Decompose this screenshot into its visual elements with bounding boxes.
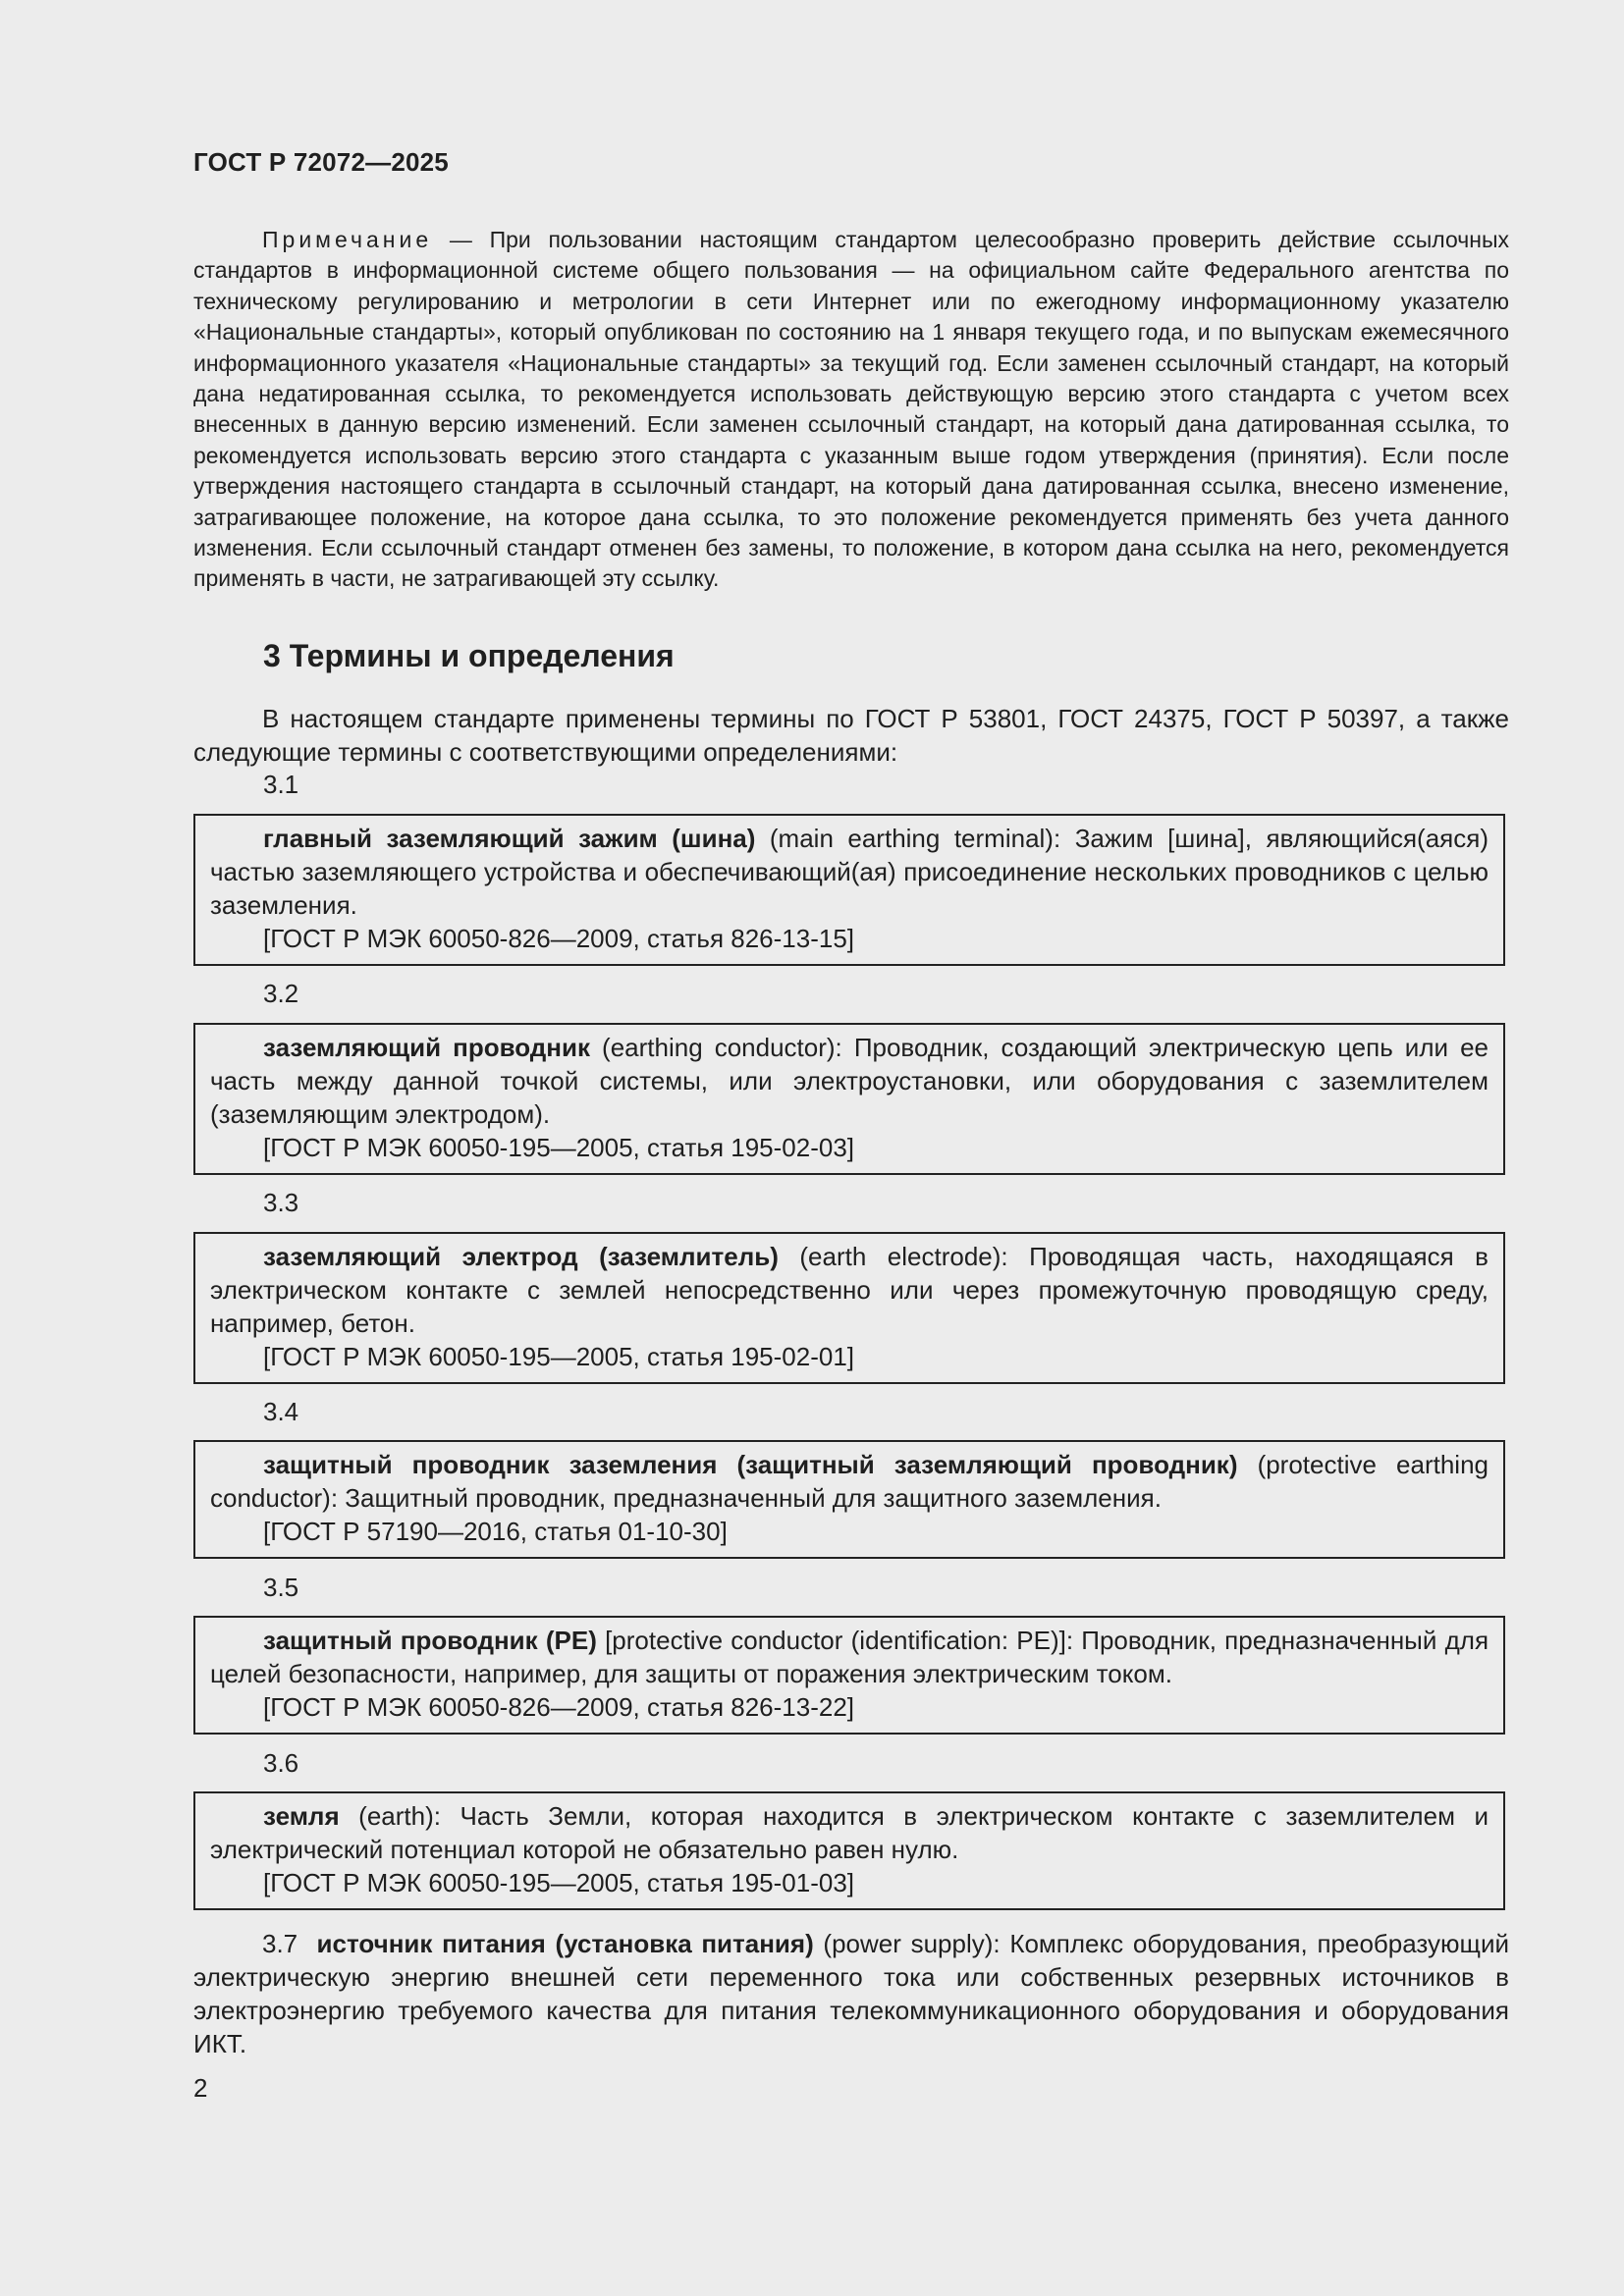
term-definition: Проводник, создающий электрическую цепь или ее часть между данной точкой системы, или электроустановки, или оборудования с заземлителем (заземляющим электродом). — [210, 1033, 1489, 1129]
term-english: (power supply): — [813, 1929, 1010, 1958]
term-box — [193, 814, 1505, 966]
term-name: заземляющий проводник — [263, 1033, 590, 1062]
term-source: [ГОСТ Р МЭК 60050-826—2009, статья 826-13-22] — [263, 1692, 855, 1722]
term-definition: Комплекс оборудования, преобразующий электрическую энергию внешней сети переменного тока или собственных резервных источников в электроэнергию требуемого качества для питания телекоммуникационного оборудования и оборудования ИКТ. — [193, 1929, 1509, 2058]
term-number: 3.3 — [263, 1188, 299, 1217]
term-box — [193, 1023, 1505, 1175]
document-code-header: ГОСТ Р 72072—2025 — [193, 147, 449, 177]
term-box — [193, 1232, 1505, 1384]
term-source: [ГОСТ Р МЭК 60050-826—2009, статья 826-13-15] — [263, 924, 855, 953]
note-label: Примечание — [262, 227, 433, 252]
term-english: (earth electrode): — [778, 1242, 1030, 1271]
term-box — [193, 1440, 1505, 1559]
term-source: [ГОСТ Р МЭК 60050-195—2005, статья 195-01-03] — [263, 1868, 855, 1897]
term-number: 3.1 — [263, 770, 299, 799]
term-definition: Проводник, предназначенный для целей безопасности, например, для защиты от поражения электрическим током. — [210, 1626, 1489, 1688]
term-number: 3.7 — [262, 1929, 298, 1958]
term-english: (main earthing terminal): — [755, 824, 1075, 853]
term-source: [ГОСТ Р МЭК 60050-195—2005, статья 195-02-03] — [263, 1133, 855, 1162]
term-name: заземляющий электрод (заземлитель) — [263, 1242, 779, 1271]
reference-note — [193, 225, 1509, 595]
term-english: (protective earthing conductor): — [210, 1450, 1489, 1513]
note-text: — При пользовании настоящим стандартом целесообразно проверить действие ссылочных стандартов в информационной системе общего пользования — на официальном сайте Федерального агентства по техническому регулированию и метрологии в сети Интернет или по ежегодному информационному указателю «Национальные стандарты», который опубликован по состоянию на 1 января текущего года, и по выпускам ежемесячного информационного указателя «Национальные стандарты» за текущий год. Если заменен ссылочный стандарт, на который дана недатированная ссылка, то рекомендуется использовать действующую версию этого стандарта с учетом всех внесенных в данную версию изменений. Если заменен ссылочный стандарт, на который дана датированная ссылка, то рекомендуется использовать версию этого стандарта с указанным выше годом утверждения (принятия). Если после утверждения настоящего стандарта в ссылочный стандарт, на который дана датированная ссылка, внесено изменение, затрагивающее положение, на которое дана ссылка, то это положение рекомендуется применять без учета данного изменения. Если ссылочный стандарт отменен без замены, то положение, в котором дана ссылка на него, рекомендуется применять в части, не затрагивающей эту ссылку. — [193, 227, 1509, 592]
section-title: 3 Термины и определения — [263, 638, 675, 673]
term-box — [193, 1616, 1505, 1735]
term-name: источник питания (установка питания) — [316, 1929, 814, 1958]
term-definition: Зажим [шина], являющийся(аяся) частью заземляющего устройства и обеспечивающий(ая) присоединение нескольких проводников с целью заземления. — [210, 824, 1489, 920]
term-number: 3.4 — [263, 1397, 299, 1426]
term-3-7-paragraph — [193, 1927, 1509, 2060]
term-definition: Проводящая часть, находящаяся в электрическом контакте с землей непосредственно или через промежуточную проводящую среду, например, бетон. — [210, 1242, 1489, 1338]
term-box — [193, 1791, 1505, 1910]
term-source: [ГОСТ Р 57190—2016, статья 01-10-30] — [263, 1517, 728, 1546]
term-definition: Часть Земли, которая находится в электрическом контакте с заземлителем и электрический потенциал которой не обязательно равен нулю. — [210, 1801, 1489, 1864]
term-name: земля — [263, 1801, 340, 1831]
term-english: (earth): — [339, 1801, 460, 1831]
term-english: (earthing conductor): — [590, 1033, 854, 1062]
term-english: [protective conductor (identification: PE)]: — [596, 1626, 1082, 1655]
section-intro — [193, 702, 1509, 769]
term-number: 3.5 — [263, 1573, 299, 1602]
term-name: главный заземляющий зажим (шина) — [263, 824, 756, 853]
section-intro-text: В настоящем стандарте применены термины по ГОСТ Р 53801, ГОСТ 24375, ГОСТ Р 50397, а также следующие термины с соответствующими определениями: — [193, 704, 1509, 767]
page-number: 2 — [193, 2073, 208, 2103]
term-name: защитный проводник заземления (защитный заземляющий проводник) — [263, 1450, 1238, 1479]
term-source: [ГОСТ Р МЭК 60050-195—2005, статья 195-02-01] — [263, 1342, 855, 1371]
term-number: 3.6 — [263, 1748, 299, 1778]
term-name: защитный проводник (PE) — [263, 1626, 597, 1655]
term-number: 3.2 — [263, 979, 299, 1008]
term-definition: Защитный проводник, предназначенный для защитного заземления. — [345, 1483, 1162, 1513]
